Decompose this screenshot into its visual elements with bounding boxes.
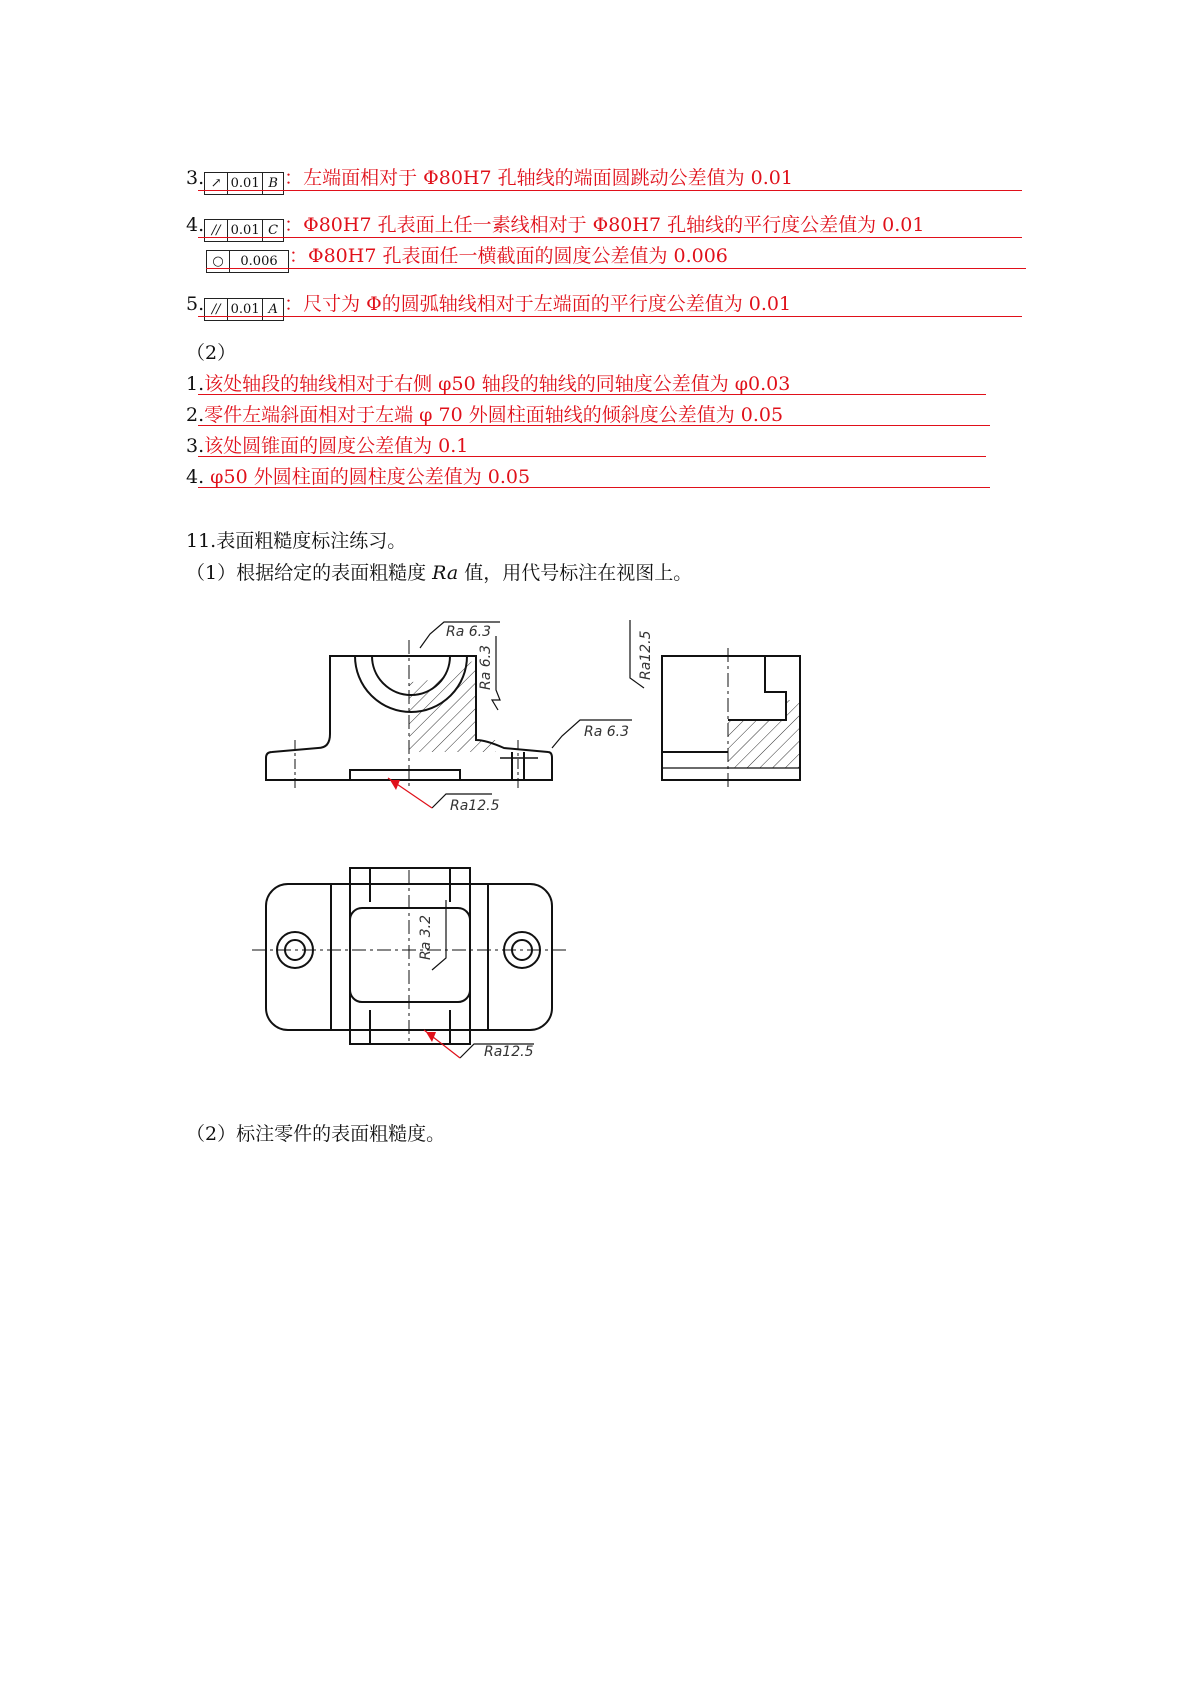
parallelism-symbol: //	[211, 223, 221, 238]
front-view	[266, 640, 552, 790]
item-number: 4.	[186, 214, 205, 236]
datum-letter: C	[262, 220, 283, 241]
roughness-label-front: Ra12.5	[450, 798, 500, 814]
tolerance-value: 0.01	[227, 220, 262, 241]
item-number: 2.	[186, 404, 205, 426]
roughness-label-top2: Ra 6.3	[478, 644, 494, 690]
side-view	[662, 648, 800, 790]
answer-text: ：尺寸为 Φ的圆弧轴线相对于左端面的平行度公差值为 0.01	[284, 293, 792, 315]
roughness-label-side: Ra12.5	[638, 630, 654, 680]
answer-text: ：Φ80H7 孔表面上任一素线相对于 Φ80H7 孔轴线的平行度公差值为 0.01	[284, 214, 925, 236]
item-number: 3.	[186, 435, 205, 457]
ra-symbol: Ra	[432, 562, 459, 584]
plan-view	[252, 868, 566, 1044]
base-recess	[350, 770, 460, 780]
roughness-symbol-plan-center	[432, 900, 446, 970]
answer-text: 该处圆锥面的圆度公差值为 0.1	[204, 435, 469, 457]
answer-text: 该处轴段的轴线相对于右侧 φ50 轴段的轴线的同轴度公差值为 φ0.03	[204, 373, 791, 395]
tolerance-value: 0.01	[227, 173, 262, 194]
side-hatch	[728, 700, 800, 768]
runout-symbol: ↗	[210, 176, 222, 191]
sub1-suffix: 值，用代号标注在视图上。	[458, 562, 693, 584]
sub1-prefix: （1）根据给定的表面粗糙度	[186, 562, 433, 584]
roundness-symbol: ○	[212, 254, 224, 269]
answer-text: ：Φ80H7 孔表面任一横截面的圆度公差值为 0.006	[289, 245, 728, 267]
answer-text: 零件左端斜面相对于左端 φ 70 外圆柱面轴线的倾斜度公差值为 0.05	[204, 404, 784, 426]
item-number: 4.	[186, 466, 211, 488]
plan-pocket	[350, 908, 470, 1002]
roughness-label-top: Ra 6.3	[446, 624, 492, 640]
part2-label: （2）	[186, 342, 237, 364]
parallelism-symbol: //	[211, 302, 221, 317]
tolerance-value: 0.01	[227, 299, 262, 320]
datum-letter: A	[262, 299, 283, 320]
answer-text: ：左端面相对于 Φ80H7 孔轴线的端面圆跳动公差值为 0.01	[284, 167, 793, 189]
datum-letter: B	[262, 173, 283, 194]
leader-arrow-plan	[426, 1032, 436, 1042]
roughness-label-plan-bottom: Ra12.5	[484, 1044, 534, 1060]
item-number: 1.	[186, 373, 205, 395]
roughness-label-right: Ra 6.3	[584, 724, 630, 740]
answer-text: φ50 外圆柱面的圆柱度公差值为 0.05	[210, 466, 531, 488]
tolerance-value: 0.006	[229, 251, 288, 272]
question-11-title: 11.表面粗糙度标注练习。	[186, 530, 407, 552]
item-number: 3.	[186, 167, 205, 189]
question-11-sub2: （2）标注零件的表面粗糙度。	[186, 1123, 446, 1145]
item-number: 5.	[186, 293, 205, 315]
roughness-label-plan-center: Ra 3.2	[418, 914, 434, 960]
